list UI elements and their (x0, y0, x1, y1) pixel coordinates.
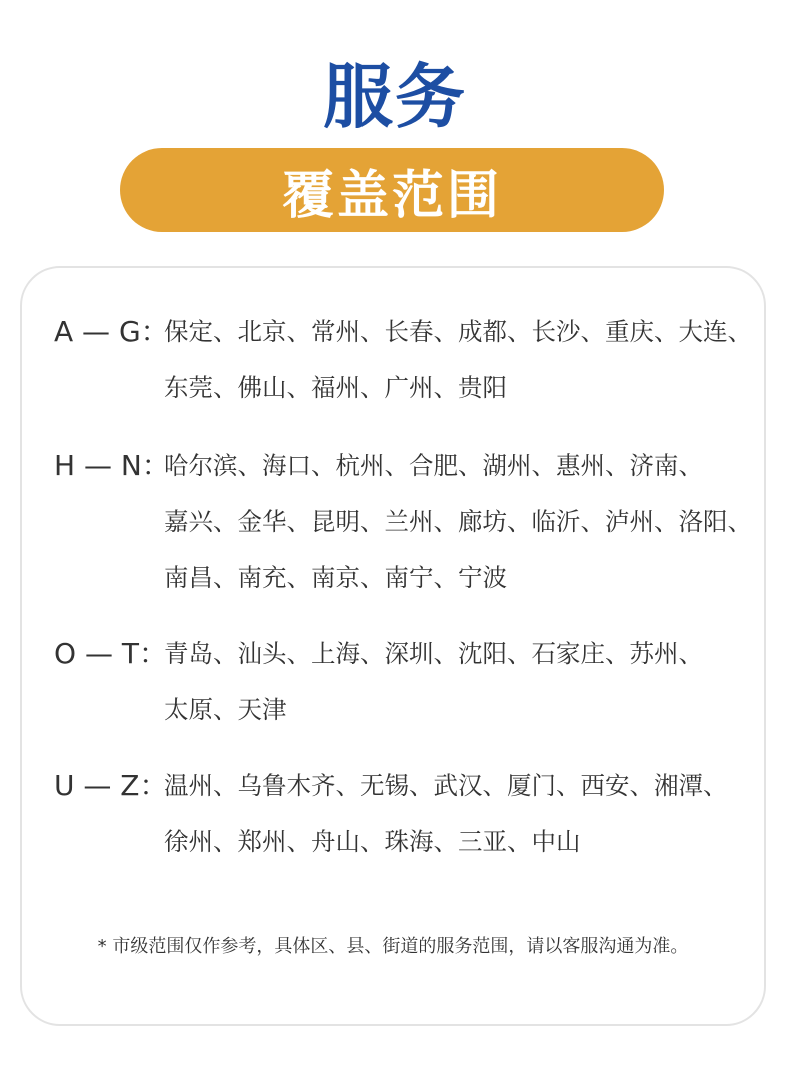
city-line: 青岛、汕头、上海、深圳、沈阳、石家庄、苏州、 (164, 639, 703, 668)
city-line: 东莞、佛山、福州、广州、贵阳 (164, 373, 507, 402)
city-list (164, 626, 744, 738)
city-line: 保定、北京、常州、长春、成都、长沙、重庆、大连、 (164, 317, 752, 346)
city-line: 徐州、郑州、舟山、珠海、三亚、中山 (164, 827, 581, 856)
range-label: O — T： (54, 637, 167, 670)
range-label: A — G： (54, 315, 169, 348)
footnote: * 市级范围仅作参考，具体区、县、街道的服务范围，请以客服沟通为准。 (97, 936, 689, 957)
page-title: 服务 (323, 56, 467, 138)
city-line: 南昌、南充、南京、南宁、宁波 (164, 563, 507, 592)
range-label: H — N： (54, 449, 170, 482)
coverage-card (20, 266, 766, 1026)
range-label: U — Z： (54, 769, 168, 802)
city-list (164, 438, 752, 606)
city-line: 哈尔滨、海口、杭州、合肥、湖州、惠州、济南、 (164, 451, 703, 480)
city-line: 嘉兴、金华、昆明、兰州、廊坊、临沂、泸州、洛阳、 (164, 507, 752, 536)
subtitle-banner (120, 148, 664, 232)
city-line: 温州、乌鲁木齐、无锡、武汉、厦门、西安、湘潭、 (164, 771, 728, 800)
city-list (164, 304, 752, 416)
subtitle-text: 覆盖范围 (281, 165, 502, 226)
city-line: 太原、天津 (164, 695, 287, 724)
city-list (164, 758, 744, 870)
